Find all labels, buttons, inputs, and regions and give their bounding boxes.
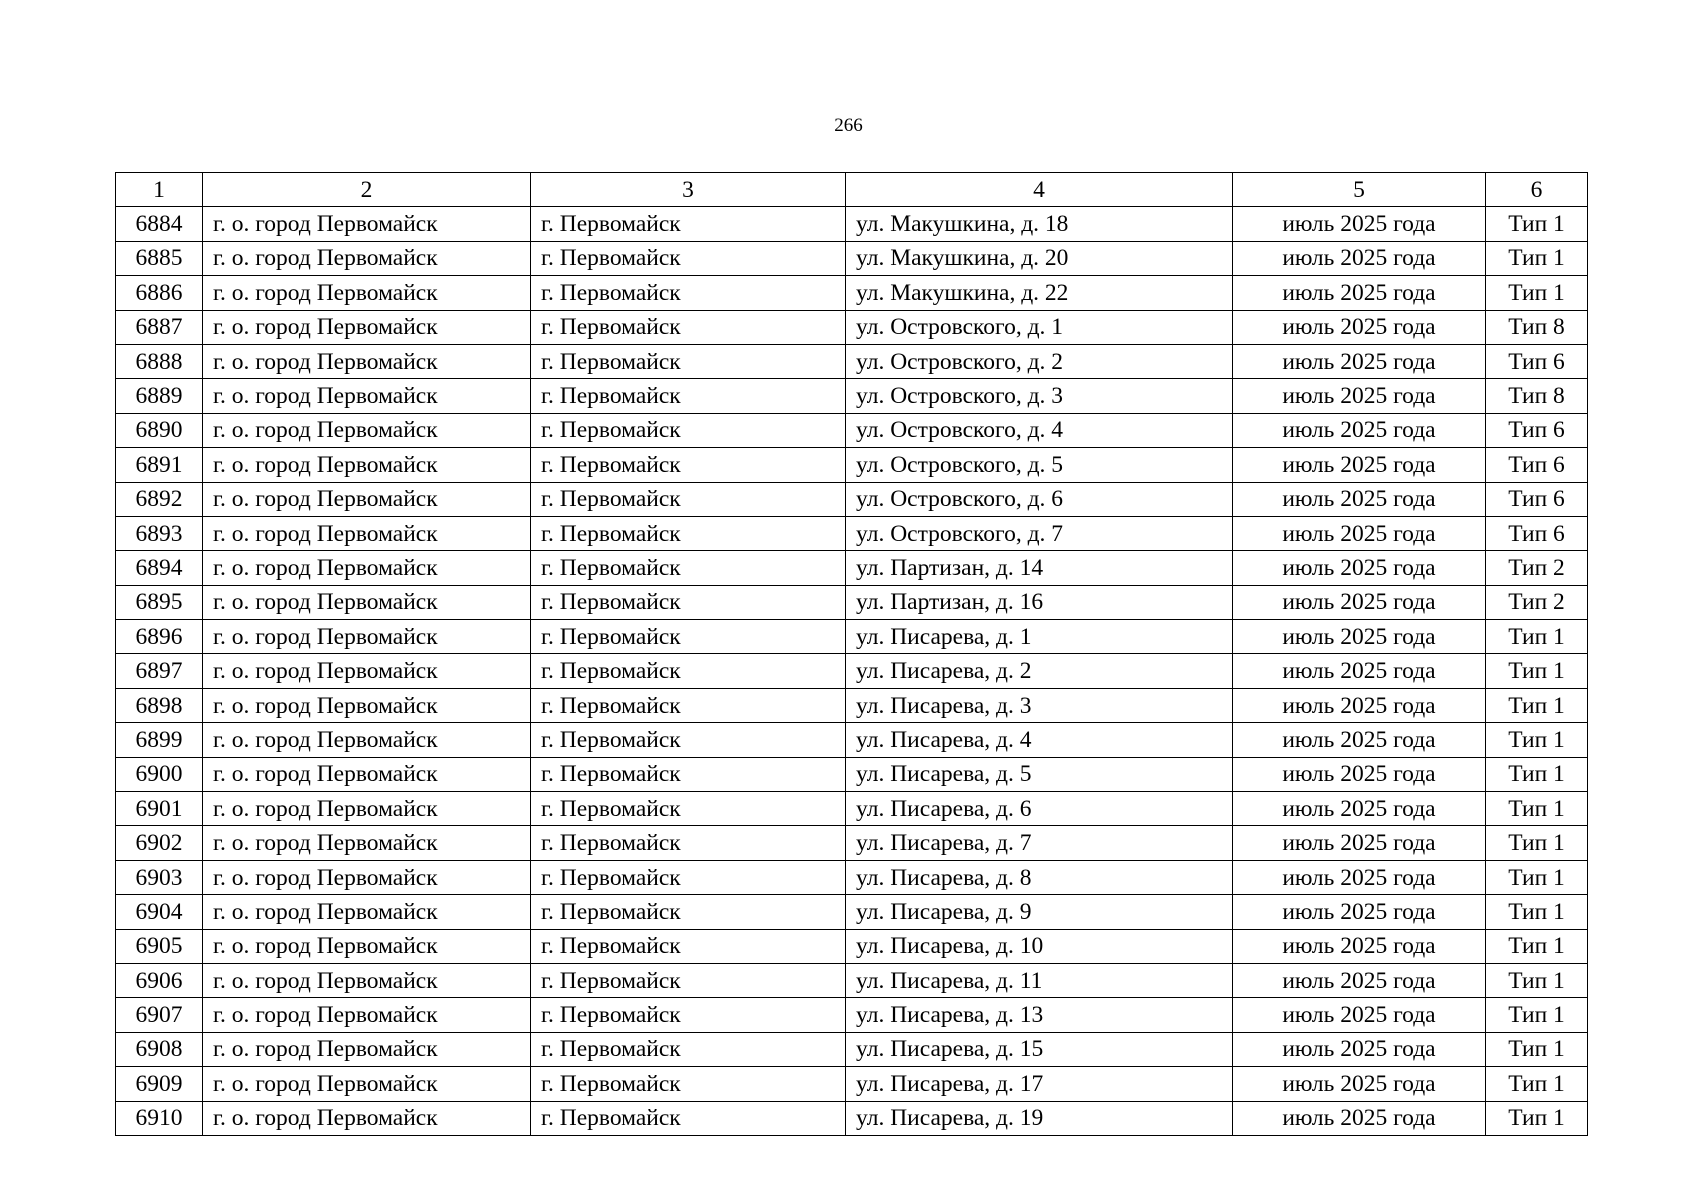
municipality-cell: г. о. город Первомайск [203,310,531,344]
municipality-cell: г. о. город Первомайск [203,1067,531,1101]
table-row [116,379,1588,413]
row-number-cell: 6886 [116,276,203,310]
type-cell: Тип 1 [1486,757,1588,791]
address-cell: ул. Писарева, д. 1 [846,620,1233,654]
row-number-cell: 6892 [116,482,203,516]
row-number-cell: 6885 [116,241,203,275]
row-number-cell: 6906 [116,963,203,997]
address-cell: ул. Писарева, д. 10 [846,929,1233,963]
row-number-cell: 6890 [116,413,203,447]
municipality-cell: г. о. город Первомайск [203,448,531,482]
table-row [116,723,1588,757]
row-number-cell: 6895 [116,585,203,619]
period-cell: июль 2025 года [1233,344,1486,378]
table-header [116,173,1588,207]
address-cell: ул. Писарева, д. 15 [846,1032,1233,1066]
address-cell: ул. Островского, д. 6 [846,482,1233,516]
table-row [116,482,1588,516]
municipality-cell: г. о. город Первомайск [203,860,531,894]
type-cell: Тип 6 [1486,516,1588,550]
address-cell: ул. Макушкина, д. 20 [846,241,1233,275]
type-cell: Тип 1 [1486,620,1588,654]
period-cell: июль 2025 года [1233,723,1486,757]
row-number-cell: 6910 [116,1101,203,1135]
table-row [116,688,1588,722]
settlement-cell: г. Первомайск [531,310,846,344]
type-cell: Тип 1 [1486,688,1588,722]
table-row [116,963,1588,997]
period-cell: июль 2025 года [1233,413,1486,447]
settlement-cell: г. Первомайск [531,207,846,241]
period-cell: июль 2025 года [1233,792,1486,826]
table-row [116,895,1588,929]
settlement-cell: г. Первомайск [531,585,846,619]
address-cell: ул. Островского, д. 1 [846,310,1233,344]
address-cell: ул. Писарева, д. 7 [846,826,1233,860]
header-cell-6: 6 [1486,173,1588,207]
municipality-cell: г. о. город Первомайск [203,379,531,413]
settlement-cell: г. Первомайск [531,895,846,929]
period-cell: июль 2025 года [1233,207,1486,241]
municipality-cell: г. о. город Первомайск [203,792,531,826]
table-row [116,413,1588,447]
address-cell: ул. Писарева, д. 11 [846,963,1233,997]
period-cell: июль 2025 года [1233,379,1486,413]
address-cell: ул. Островского, д. 3 [846,379,1233,413]
table-row [116,1067,1588,1101]
type-cell: Тип 1 [1486,963,1588,997]
type-cell: Тип 8 [1486,310,1588,344]
settlement-cell: г. Первомайск [531,241,846,275]
table-row [116,757,1588,791]
table-row [116,860,1588,894]
settlement-cell: г. Первомайск [531,688,846,722]
municipality-cell: г. о. город Первомайск [203,895,531,929]
settlement-cell: г. Первомайск [531,826,846,860]
period-cell: июль 2025 года [1233,516,1486,550]
row-number-cell: 6888 [116,344,203,378]
type-cell: Тип 1 [1486,1067,1588,1101]
municipality-cell: г. о. город Первомайск [203,207,531,241]
settlement-cell: г. Первомайск [531,448,846,482]
municipality-cell: г. о. город Первомайск [203,413,531,447]
settlement-cell: г. Первомайск [531,963,846,997]
address-cell: ул. Писарева, д. 9 [846,895,1233,929]
type-cell: Тип 1 [1486,723,1588,757]
row-number-cell: 6896 [116,620,203,654]
municipality-cell: г. о. город Первомайск [203,1032,531,1066]
municipality-cell: г. о. город Первомайск [203,929,531,963]
type-cell: Тип 2 [1486,585,1588,619]
type-cell: Тип 6 [1486,448,1588,482]
municipality-cell: г. о. город Первомайск [203,482,531,516]
settlement-cell: г. Первомайск [531,620,846,654]
period-cell: июль 2025 года [1233,1067,1486,1101]
type-cell: Тип 1 [1486,276,1588,310]
housing-register-table [115,172,1588,1136]
settlement-cell: г. Первомайск [531,379,846,413]
row-number-cell: 6902 [116,826,203,860]
row-number-cell: 6889 [116,379,203,413]
table-row [116,207,1588,241]
municipality-cell: г. о. город Первомайск [203,241,531,275]
table-row [116,276,1588,310]
row-number-cell: 6903 [116,860,203,894]
period-cell: июль 2025 года [1233,826,1486,860]
header-cell-2: 2 [203,173,531,207]
row-number-cell: 6891 [116,448,203,482]
row-number-cell: 6905 [116,929,203,963]
row-number-cell: 6899 [116,723,203,757]
address-cell: ул. Островского, д. 4 [846,413,1233,447]
type-cell: Тип 2 [1486,551,1588,585]
header-cell-3: 3 [531,173,846,207]
period-cell: июль 2025 года [1233,998,1486,1032]
settlement-cell: г. Первомайск [531,413,846,447]
address-cell: ул. Партизан, д. 14 [846,551,1233,585]
period-cell: июль 2025 года [1233,482,1486,516]
municipality-cell: г. о. город Первомайск [203,688,531,722]
type-cell: Тип 1 [1486,792,1588,826]
type-cell: Тип 1 [1486,1032,1588,1066]
row-number-cell: 6897 [116,654,203,688]
period-cell: июль 2025 года [1233,551,1486,585]
municipality-cell: г. о. город Первомайск [203,1101,531,1135]
table-row [116,1032,1588,1066]
table-row [116,516,1588,550]
table-row [116,792,1588,826]
period-cell: июль 2025 года [1233,895,1486,929]
row-number-cell: 6908 [116,1032,203,1066]
municipality-cell: г. о. город Первомайск [203,516,531,550]
table-body [116,207,1588,1136]
header-row [116,173,1588,207]
period-cell: июль 2025 года [1233,860,1486,894]
settlement-cell: г. Первомайск [531,998,846,1032]
period-cell: июль 2025 года [1233,757,1486,791]
type-cell: Тип 6 [1486,413,1588,447]
municipality-cell: г. о. город Первомайск [203,344,531,378]
settlement-cell: г. Первомайск [531,654,846,688]
type-cell: Тип 1 [1486,929,1588,963]
address-cell: ул. Макушкина, д. 18 [846,207,1233,241]
address-cell: ул. Партизан, д. 16 [846,585,1233,619]
period-cell: июль 2025 года [1233,585,1486,619]
settlement-cell: г. Первомайск [531,551,846,585]
table-row [116,310,1588,344]
address-cell: ул. Писарева, д. 3 [846,688,1233,722]
type-cell: Тип 1 [1486,998,1588,1032]
type-cell: Тип 6 [1486,344,1588,378]
settlement-cell: г. Первомайск [531,792,846,826]
row-number-cell: 6904 [116,895,203,929]
table-row [116,929,1588,963]
settlement-cell: г. Первомайск [531,516,846,550]
page-number: 266 [834,115,863,136]
row-number-cell: 6887 [116,310,203,344]
row-number-cell: 6901 [116,792,203,826]
municipality-cell: г. о. город Первомайск [203,998,531,1032]
period-cell: июль 2025 года [1233,1032,1486,1066]
type-cell: Тип 1 [1486,895,1588,929]
table-row [116,344,1588,378]
row-number-cell: 6907 [116,998,203,1032]
row-number-cell: 6894 [116,551,203,585]
header-cell-4: 4 [846,173,1233,207]
table-row [116,241,1588,275]
address-cell: ул. Писарева, д. 2 [846,654,1233,688]
municipality-cell: г. о. город Первомайск [203,963,531,997]
address-cell: ул. Островского, д. 2 [846,344,1233,378]
municipality-cell: г. о. город Первомайск [203,551,531,585]
period-cell: июль 2025 года [1233,1101,1486,1135]
municipality-cell: г. о. город Первомайск [203,757,531,791]
table-row [116,551,1588,585]
period-cell: июль 2025 года [1233,654,1486,688]
address-cell: ул. Писарева, д. 4 [846,723,1233,757]
municipality-cell: г. о. город Первомайск [203,585,531,619]
type-cell: Тип 6 [1486,482,1588,516]
settlement-cell: г. Первомайск [531,276,846,310]
municipality-cell: г. о. город Первомайск [203,620,531,654]
period-cell: июль 2025 года [1233,241,1486,275]
settlement-cell: г. Первомайск [531,344,846,378]
settlement-cell: г. Первомайск [531,482,846,516]
address-cell: ул. Писарева, д. 5 [846,757,1233,791]
type-cell: Тип 1 [1486,654,1588,688]
settlement-cell: г. Первомайск [531,1067,846,1101]
row-number-cell: 6898 [116,688,203,722]
settlement-cell: г. Первомайск [531,860,846,894]
header-cell-1: 1 [116,173,203,207]
municipality-cell: г. о. город Первомайск [203,826,531,860]
type-cell: Тип 8 [1486,379,1588,413]
address-cell: ул. Писарева, д. 19 [846,1101,1233,1135]
type-cell: Тип 1 [1486,207,1588,241]
table-row [116,998,1588,1032]
address-cell: ул. Макушкина, д. 22 [846,276,1233,310]
type-cell: Тип 1 [1486,241,1588,275]
address-cell: ул. Писарева, д. 6 [846,792,1233,826]
table-row [116,620,1588,654]
type-cell: Тип 1 [1486,860,1588,894]
address-cell: ул. Писарева, д. 13 [846,998,1233,1032]
municipality-cell: г. о. город Первомайск [203,654,531,688]
municipality-cell: г. о. город Первомайск [203,276,531,310]
period-cell: июль 2025 года [1233,620,1486,654]
table-row [116,1101,1588,1135]
row-number-cell: 6900 [116,757,203,791]
settlement-cell: г. Первомайск [531,723,846,757]
period-cell: июль 2025 года [1233,688,1486,722]
row-number-cell: 6909 [116,1067,203,1101]
table-row [116,448,1588,482]
settlement-cell: г. Первомайск [531,1101,846,1135]
row-number-cell: 6893 [116,516,203,550]
period-cell: июль 2025 года [1233,448,1486,482]
header-cell-5: 5 [1233,173,1486,207]
address-cell: ул. Островского, д. 5 [846,448,1233,482]
address-cell: ул. Писарева, д. 17 [846,1067,1233,1101]
address-cell: ул. Писарева, д. 8 [846,860,1233,894]
type-cell: Тип 1 [1486,826,1588,860]
settlement-cell: г. Первомайск [531,929,846,963]
period-cell: июль 2025 года [1233,310,1486,344]
municipality-cell: г. о. город Первомайск [203,723,531,757]
period-cell: июль 2025 года [1233,963,1486,997]
row-number-cell: 6884 [116,207,203,241]
address-cell: ул. Островского, д. 7 [846,516,1233,550]
table-row [116,826,1588,860]
settlement-cell: г. Первомайск [531,757,846,791]
table-row [116,585,1588,619]
table-row [116,654,1588,688]
type-cell: Тип 1 [1486,1101,1588,1135]
settlement-cell: г. Первомайск [531,1032,846,1066]
period-cell: июль 2025 года [1233,276,1486,310]
period-cell: июль 2025 года [1233,929,1486,963]
